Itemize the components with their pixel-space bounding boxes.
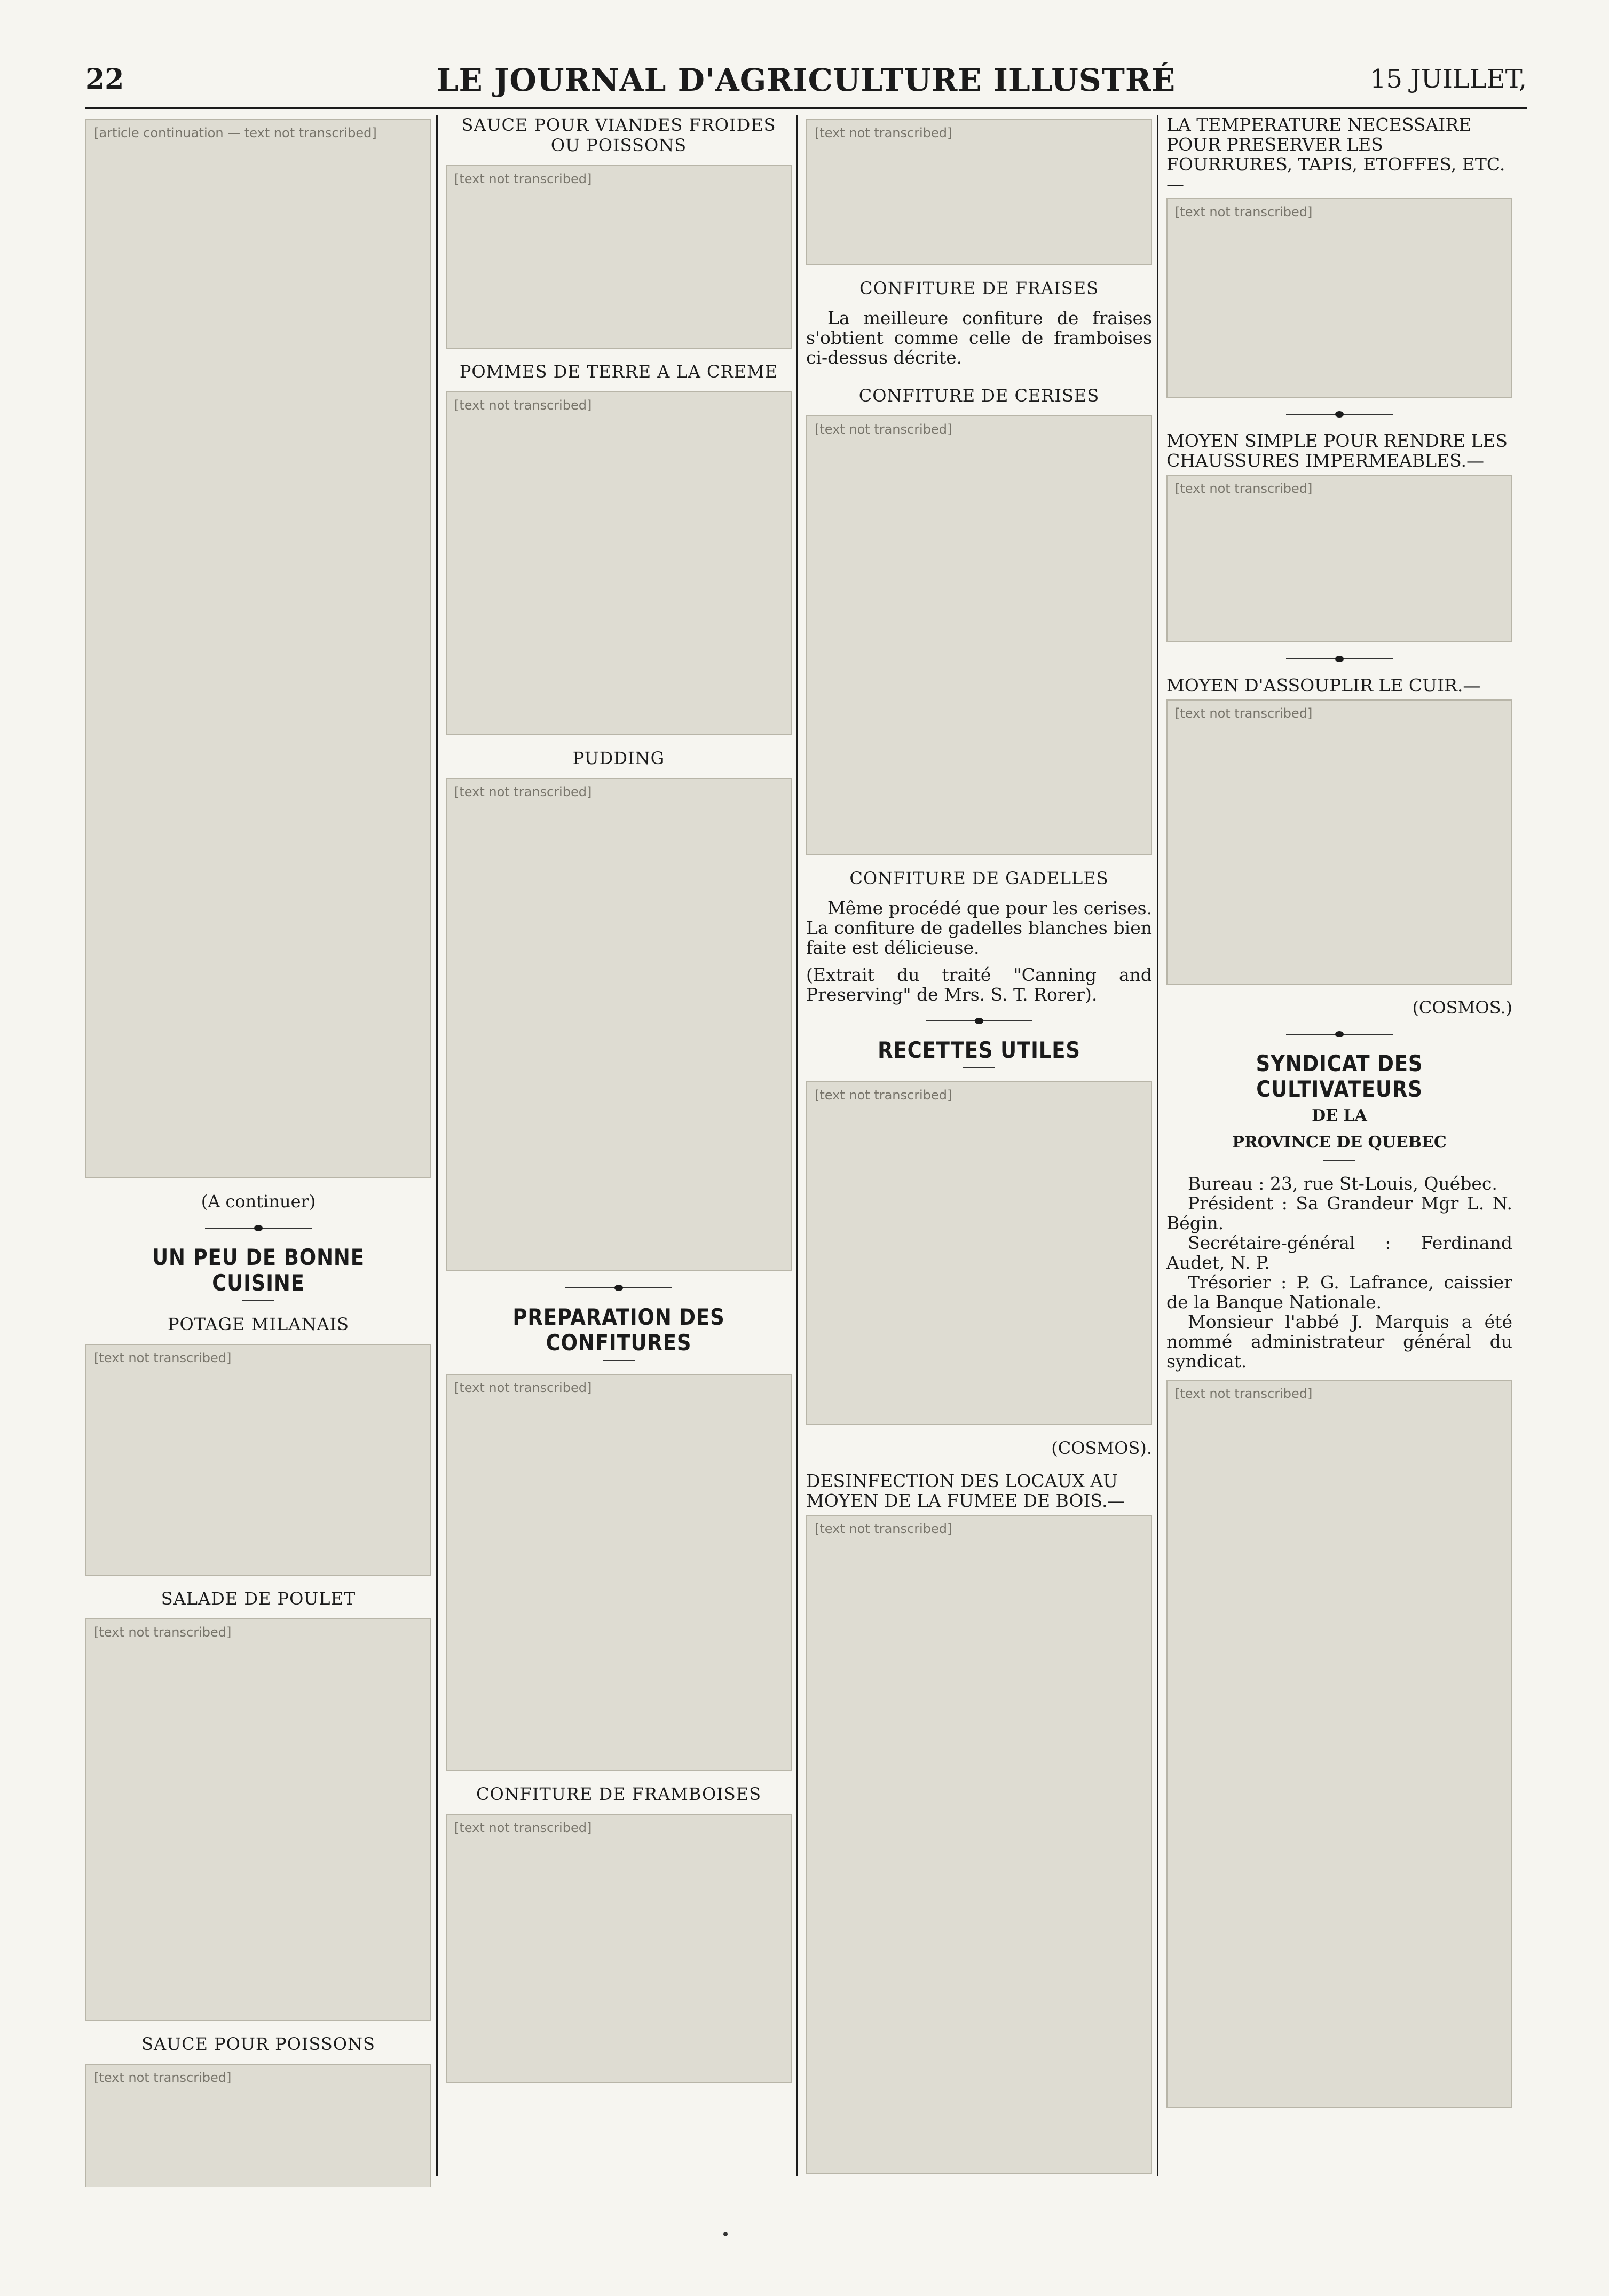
recipe-text-fraises: La meilleure confiture de fraises s'obtient comme celle de framboises ci-dessus décrite.: [806, 308, 1152, 368]
framboises-continuation-text: [text not transcribed]: [806, 119, 1152, 265]
taches-text: [text not transcribed]: [806, 1081, 1152, 1425]
section-heading-recettes: RECETTES UTILES: [878, 1037, 1080, 1063]
syndicat-de-la: DE LA: [1312, 1106, 1367, 1125]
recipe-text-gadelles: Même procédé que pour les cerises. La confiture de gadelles blanches bien faite est délicieuse.: [806, 898, 1152, 958]
column-3: [806, 115, 1152, 2187]
assouplir-title: MOYEN D'ASSOUPLIR LE CUIR.—: [1166, 675, 1481, 696]
recipe-title-potage: POTAGE MILANAIS: [168, 1314, 349, 1334]
recipe-text-sauce-poissons: [text not transcribed]: [85, 2064, 431, 2187]
desinfection-title: DESINFECTION DES LOCAUX AU MOYEN DE LA FUMEE DE BOIS.—: [806, 1471, 1125, 1511]
section-ornament: [565, 1287, 672, 1288]
temperature-text: [text not transcribed]: [1166, 198, 1512, 398]
section-heading-cuisine: UN PEU DE BONNE CUISINE: [152, 1244, 365, 1296]
masthead: [85, 58, 1527, 109]
recipe-title-gadelles: CONFITURE DE GADELLES: [849, 868, 1109, 888]
column-4: [1166, 115, 1512, 2187]
recipe-title-sauce-viandes: SAUCE POUR VIANDES FROIDES OU POISSONS: [461, 115, 776, 155]
column-rule: [796, 115, 798, 2176]
section-ornament: [1286, 414, 1393, 415]
page-mark: [723, 2232, 728, 2236]
page-number: 22: [85, 63, 124, 96]
taches-signature: (COSMOS).: [1051, 1438, 1152, 1458]
syndicat-president: Président : Sa Grandeur Mgr L. N. Bégin.: [1166, 1193, 1512, 1233]
column-rule: [436, 115, 438, 2176]
recipe-title-salade: SALADE DE POULET: [161, 1589, 356, 1609]
recipe-title-pommes: POMMES DE TERRE A LA CREME: [459, 361, 778, 382]
column-1: [85, 115, 431, 2187]
syndicat-marquis: Monsieur l'abbé J. Marquis a été nommé administrateur général du syndicat.: [1166, 1311, 1512, 1372]
chaussures-text: [text not transcribed]: [1166, 475, 1512, 642]
recipe-title-pudding: PUDDING: [572, 748, 665, 768]
recipe-text-sauce-viandes: [text not transcribed]: [446, 165, 792, 349]
section-heading-confitures: PREPARATION DES CONFITURES: [512, 1304, 725, 1356]
confitures-text: [text not transcribed]: [446, 1374, 792, 1771]
heading-rule: [242, 1300, 274, 1301]
continuation-note: (A continuer): [201, 1191, 316, 1212]
rorer-credit: (Extrait du traité "Canning and Preserving" de Mrs. S. T. Rorer).: [806, 964, 1152, 1005]
section-ornament: [1286, 658, 1393, 659]
section-heading-syndicat: SYNDICAT DES CULTIVATEURS: [1256, 1050, 1423, 1102]
recipe-text-pommes: [text not transcribed]: [446, 391, 792, 735]
heading-rule: [963, 1067, 995, 1068]
temperature-title: LA TEMPERATURE NECESSAIRE POUR PRESERVER LES FOURRURES, TAPIS, ETOFFES, ETC.—: [1166, 115, 1505, 194]
syndicat-bureau: Bureau : 23, rue St-Louis, Québec.: [1188, 1173, 1497, 1194]
issue-date: 15 JUILLET,: [1370, 64, 1527, 94]
column-2: [446, 115, 792, 2187]
recipe-text-potage: [text not transcribed]: [85, 1344, 431, 1576]
section-ornament: [1286, 1034, 1393, 1035]
recipe-title-sauce-poissons: SAUCE POUR POISSONS: [141, 2034, 375, 2054]
heading-rule: [1323, 1160, 1355, 1161]
recipe-text-cerises: [text not transcribed]: [806, 415, 1152, 855]
recipe-title-framboises: CONFITURE DE FRAMBOISES: [476, 1784, 762, 1804]
section-ornament: [205, 1228, 312, 1229]
syndicat-secretaire: Secrétaire-général : Ferdinand Audet, N. P.: [1166, 1232, 1512, 1273]
article-continuation-text: [article continuation — text not transcribed]: [85, 119, 431, 1178]
recipe-text-framboises: [text not transcribed]: [446, 1814, 792, 2083]
heading-rule: [603, 1360, 635, 1361]
syndicat-province: PROVINCE DE QUEBEC: [1232, 1133, 1447, 1152]
recipe-text-salade: [text not transcribed]: [85, 1618, 431, 2021]
syndicat-text: [text not transcribed]: [1166, 1380, 1512, 2108]
section-ornament: [926, 1020, 1032, 1021]
syndicat-tresorier: Trésorier : P. G. Lafrance, caissier de la Banque Nationale.: [1166, 1272, 1512, 1312]
column-rule: [1157, 115, 1158, 2176]
recipe-title-fraises: CONFITURE DE FRAISES: [859, 278, 1099, 298]
recipe-text-pudding: [text not transcribed]: [446, 778, 792, 1271]
recipe-title-cerises: CONFITURE DE CERISES: [858, 386, 1100, 406]
journal-title: LE JOURNAL D'AGRICULTURE ILLUSTRÉ: [436, 62, 1176, 98]
assouplir-text: [text not transcribed]: [1166, 699, 1512, 985]
desinfection-text: [text not transcribed]: [806, 1515, 1152, 2174]
chaussures-title: MOYEN SIMPLE POUR RENDRE LES CHAUSSURES IMPERMEABLES.—: [1166, 430, 1508, 471]
assouplir-signature: (COSMOS.): [1412, 997, 1512, 1018]
